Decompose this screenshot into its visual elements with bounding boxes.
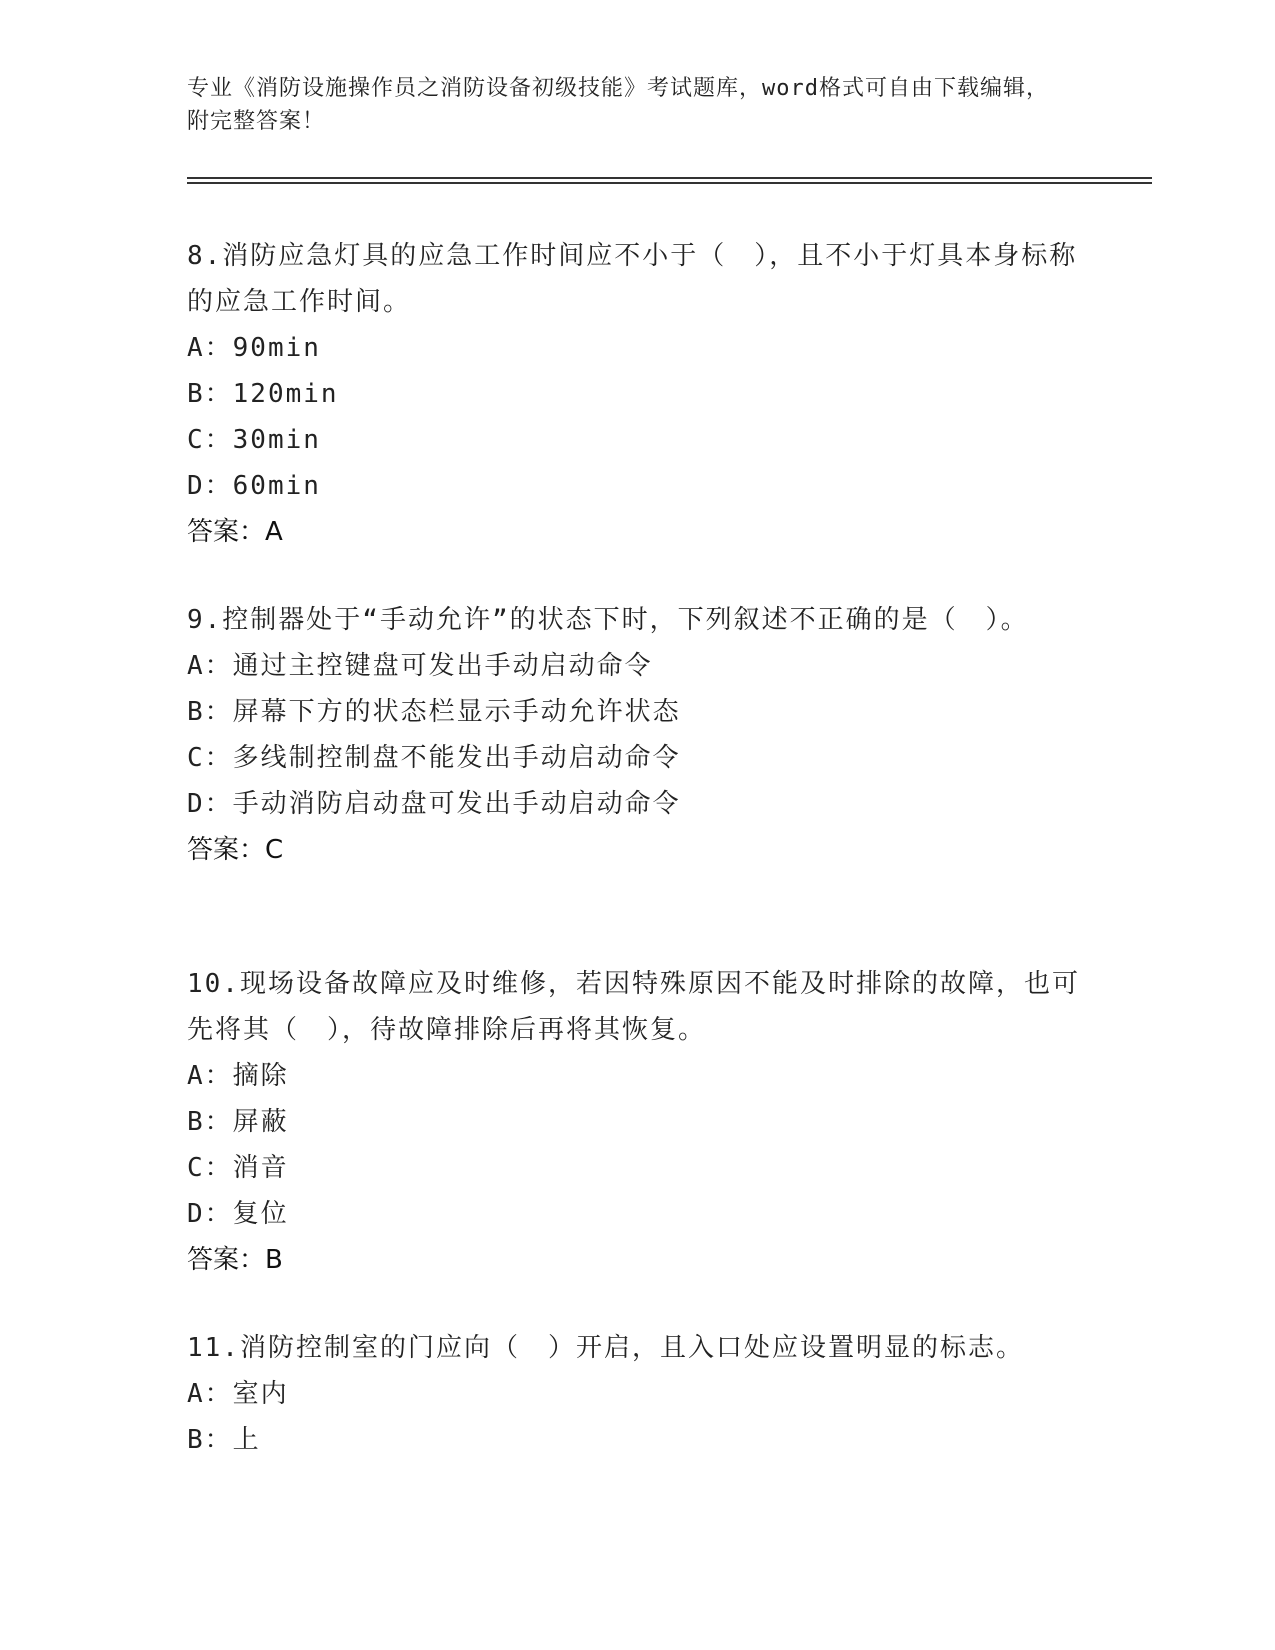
option-text: 屏蔽: [232, 1107, 289, 1137]
option-text: 屏幕下方的状态栏显示手动允许状态: [232, 697, 681, 727]
option-a: [187, 325, 1087, 371]
option-label: A：: [187, 1061, 233, 1091]
option-label: B：: [187, 379, 233, 409]
option-text: 60min: [232, 471, 321, 501]
question-11: [187, 1325, 1087, 1463]
option-text: 上: [232, 1425, 261, 1455]
option-a: [187, 1371, 1087, 1417]
option-label: A：: [187, 651, 233, 681]
option-d: [187, 463, 1087, 509]
option-a: [187, 643, 1087, 689]
question-stem: 8.消防应急灯具的应急工作时间应不小于（ ），且不小于灯具本身标称的应急工作时间。: [187, 241, 1078, 317]
option-label: C：: [187, 425, 233, 455]
document-header: 专业《消防设施操作员之消防设备初级技能》考试题库，word格式可自由下载编辑，附完整答案！: [187, 76, 1049, 134]
option-label: C：: [187, 1153, 233, 1183]
option-d: [187, 781, 1087, 827]
option-text: 复位: [232, 1199, 289, 1229]
option-d: [187, 1191, 1087, 1237]
option-c: [187, 1145, 1087, 1191]
option-c: [187, 735, 1087, 781]
option-label: B：: [187, 1425, 233, 1455]
answer: 答案：B: [187, 1245, 283, 1275]
option-label: D：: [187, 789, 233, 819]
question-8: [187, 233, 1087, 555]
option-text: 手动消防启动盘可发出手动启动命令: [232, 789, 681, 819]
option-label: B：: [187, 1107, 233, 1137]
option-label: D：: [187, 1199, 233, 1229]
answer: 答案：A: [187, 517, 283, 547]
option-text: 消音: [232, 1153, 289, 1183]
option-text: 90min: [232, 333, 321, 363]
option-text: 室内: [232, 1379, 289, 1409]
question-9: [187, 597, 1087, 873]
header-divider-top: [187, 177, 1152, 179]
option-text: 30min: [232, 425, 321, 455]
option-text: 120min: [232, 379, 339, 409]
option-label: A：: [187, 1379, 233, 1409]
option-b: [187, 689, 1087, 735]
option-b: [187, 1417, 1087, 1463]
option-label: C：: [187, 743, 233, 773]
option-label: A：: [187, 333, 233, 363]
option-b: [187, 371, 1087, 417]
option-text: 通过主控键盘可发出手动启动命令: [232, 651, 653, 681]
option-text: 多线制控制盘不能发出手动启动命令: [232, 743, 681, 773]
header-divider-bottom: [187, 182, 1152, 184]
option-a: [187, 1053, 1087, 1099]
question-stem: 10.现场设备故障应及时维修，若因特殊原因不能及时排除的故障，也可先将其（ ），待故障排除后再将其恢复。: [187, 969, 1080, 1045]
question-10: [187, 961, 1087, 1283]
option-label: D：: [187, 471, 233, 501]
answer: 答案：C: [187, 835, 284, 865]
option-text: 摘除: [232, 1061, 289, 1091]
option-label: B：: [187, 697, 233, 727]
question-stem: 11.消防控制室的门应向（ ）开启，且入口处应设置明显的标志。: [187, 1333, 1024, 1363]
option-c: [187, 417, 1087, 463]
option-b: [187, 1099, 1087, 1145]
question-stem: 9.控制器处于“手动允许”的状态下时，下列叙述不正确的是（ ）。: [187, 605, 1029, 635]
